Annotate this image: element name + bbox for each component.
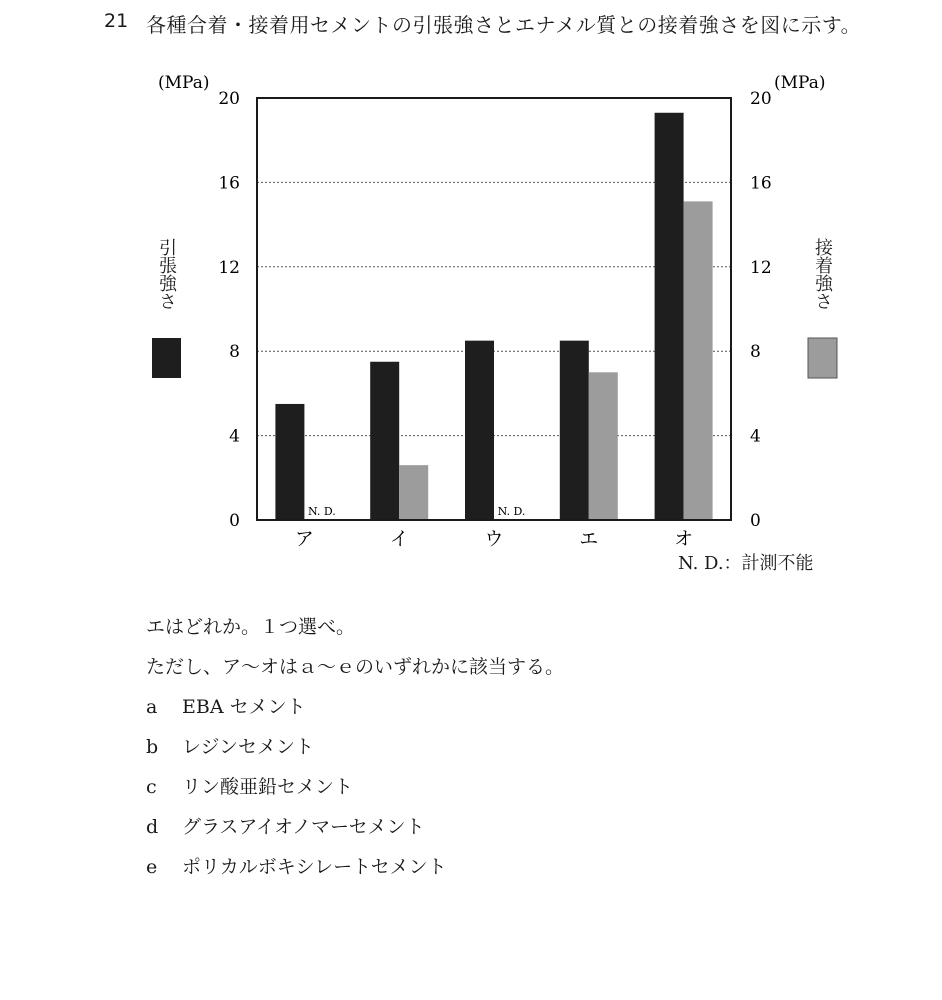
- option-a[interactable]: [146, 692, 306, 719]
- option-letter: b: [146, 736, 159, 758]
- left-tick-label: 8: [229, 342, 240, 363]
- category-labels: [295, 528, 693, 550]
- left-tick-label: 0: [229, 511, 240, 531]
- left-axis-label: 引張強さ: [156, 238, 177, 310]
- category-label: ア: [294, 528, 314, 550]
- option-letter: e: [146, 856, 158, 878]
- option-text: グラスアイオノマーセメント: [182, 816, 425, 838]
- prompt-line-1: エはどれか。１つ選べ。: [146, 616, 356, 638]
- left-axis-unit: (MPa): [158, 73, 210, 93]
- bar-bond: [589, 372, 618, 520]
- nd-label: N. D.: [307, 505, 336, 518]
- option-b[interactable]: [146, 732, 314, 759]
- option-text: レジンセメント: [182, 736, 315, 758]
- option-text: リン酸亜鉛セメント: [182, 776, 354, 798]
- right-tick-label: 8: [750, 342, 761, 363]
- nd-label: N. D.: [497, 505, 526, 518]
- right-tick-label: 4: [750, 426, 761, 447]
- category-label: イ: [389, 528, 409, 550]
- bar-tensile: [560, 341, 589, 520]
- prompt-line-2: ただし、ア～オはａ～ｅのいずれかに該当する。: [146, 656, 565, 678]
- legend-swatch-bond: [808, 338, 837, 378]
- right-tick-label: 16: [750, 173, 772, 194]
- legend-swatch-tensile: [152, 338, 181, 378]
- right-tick-label: 12: [750, 257, 772, 278]
- bar-tensile: [370, 362, 399, 520]
- option-letter: a: [146, 696, 158, 718]
- bar-tensile: [275, 404, 304, 520]
- category-label: エ: [579, 528, 599, 550]
- question-number: 21: [104, 10, 129, 32]
- bar-bond: [684, 201, 713, 520]
- bar-tensile: [465, 341, 494, 520]
- option-d[interactable]: [146, 812, 425, 839]
- bars: [275, 113, 712, 520]
- nd-footnote: N. D.：計測不能: [678, 553, 814, 574]
- category-label: ウ: [484, 528, 504, 550]
- option-c[interactable]: [146, 772, 353, 799]
- right-tick-label: 0: [750, 511, 761, 531]
- question-text: 各種合着・接着用セメントの引張強さとエナメル質との接着強さを図に示す。: [146, 13, 862, 37]
- option-letter: c: [146, 776, 157, 798]
- right-axis-label: 接着強さ: [812, 238, 833, 310]
- right-axis-unit: (MPa): [774, 73, 826, 93]
- left-tick-label: 20: [218, 89, 240, 109]
- option-text: ポリカルボキシレートセメント: [182, 856, 447, 878]
- option-e[interactable]: [146, 852, 447, 879]
- bar-tensile: [655, 113, 684, 520]
- category-label: オ: [674, 528, 694, 550]
- left-tick-label: 12: [218, 257, 240, 278]
- bar-bond: [399, 465, 428, 520]
- right-tick-label: 20: [750, 89, 772, 109]
- left-tick-label: 4: [229, 426, 240, 447]
- left-tick-label: 16: [218, 173, 240, 194]
- option-letter: d: [146, 816, 159, 838]
- option-text: EBA セメント: [182, 696, 306, 718]
